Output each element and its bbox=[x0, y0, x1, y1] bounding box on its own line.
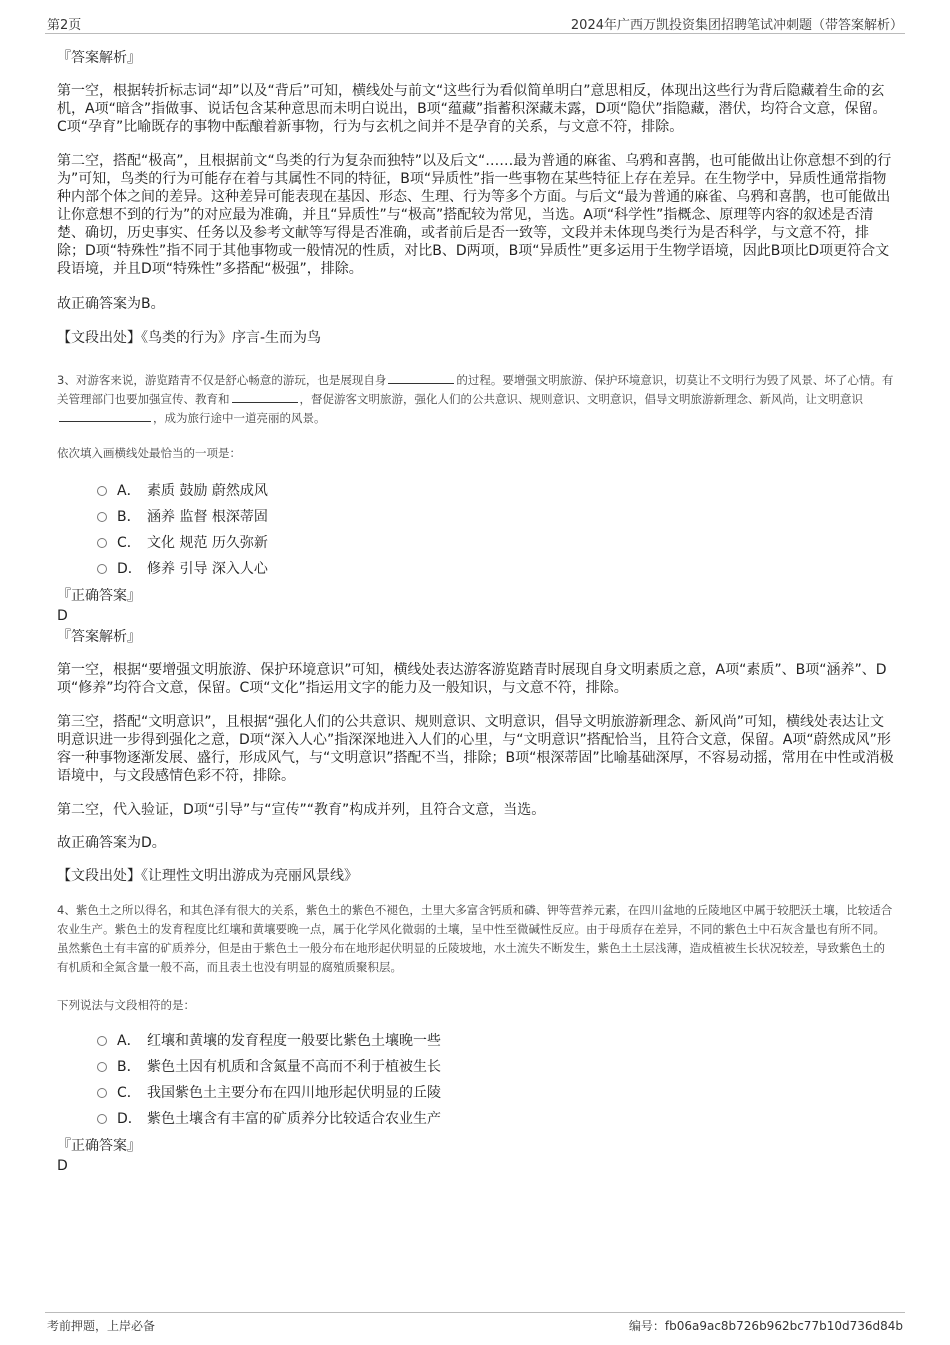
page-header bbox=[45, 14, 905, 34]
radio-icon[interactable] bbox=[97, 538, 107, 548]
q3-option-b[interactable]: B． 涵养 监督 根深蒂固 bbox=[97, 508, 268, 526]
q4-stem: 4、紫色土之所以得名，和其色泽有很大的关系，紫色土的紫色不褪色，土里大多富含钙质和磷、钾等营养元素，在四川盆地的丘陵地区中属于较肥沃土壤，比较适合农业生产。紫色土的发育程度比红壤和黄壤要晚一点，属于化学风化微弱的土壤，呈中性至微碱性反应。由于母质存在差异，不同的紫色土中石灰含量也有所不同。虽然紫色土有丰富的矿质养分，但是由于紫色土一般分布在地形起伏明显的丘陵坡地，水土流失不断发生，紫色土土层浅薄，造成植被生长状况较差，导致紫色土的有机质和全氮含量一般不高，而且表土也没有明显的腐殖质聚积层。 bbox=[57, 903, 893, 974]
q4-option-d[interactable]: D． 紫色土壤含有丰富的矿质养分比较适合农业生产 bbox=[97, 1110, 441, 1128]
page-footer bbox=[45, 1312, 905, 1336]
radio-icon[interactable] bbox=[97, 1114, 107, 1124]
q3-prompt: 依次填入画横线处最恰当的一项是： bbox=[57, 446, 241, 460]
q3-analysis-p1: 第一空，根据“要增强文明旅游、保护环境意识”可知，横线处表达游客游览踏青时展现自身文明素质之意，A项“素质”、B项“涵养”、D项“修养”均符合文意，保留。C项“文化”指运用文字的能力及一般知识，与文意不符，排除。 bbox=[57, 662, 887, 696]
q3-analysis-p2: 第三空，搭配“文明意识”，且根据“强化人们的公共意识、规则意识、文明意识，倡导文明旅游新理念、新风尚”可知，横线处表达让文明意识进一步得到强化之意，D项“深入人心”指深深地进入人们的心里，与“文明意识”搭配恰当，且符合文意，保留。A项“蔚然成风”形容一种事物逐渐发展、盛行，形成风气，与“文明意识”搭配不当，排除；B项“根深蒂固”比喻基础深厚，不容易动摇，常用在中性或消极语境中，与文段感情色彩不符，排除。 bbox=[57, 714, 894, 784]
q3-analysis-label: 『答案解析』 bbox=[57, 629, 141, 645]
q3-stem: 3、对游客来说，游览踏青不仅是舒心畅意的游玩，也是展现自身 的过程。要增强文明旅游、保护环境意识，切莫让不文明行为毁了风景、坏了心情。有关管理部门也要加强宣传、教育和 ，督促游客文明旅游，强化人们的公共意识、规则意识、文明意识，倡导文明旅游新理念、新风尚，让文明意识，成为旅行途中一道亮丽的风景。 bbox=[57, 373, 894, 425]
q3-option-a[interactable]: A． 素质 鼓励 蔚然成风 bbox=[97, 482, 268, 500]
q3-analysis-p4: 故正确答案为D。 bbox=[57, 835, 166, 851]
radio-icon[interactable] bbox=[97, 512, 107, 522]
q2-analysis-label: 『答案解析』 bbox=[57, 50, 141, 66]
q3-analysis-p3: 第二空，代入验证，D项“引导”与“宣传”“教育”构成并列，且符合文意，当选。 bbox=[57, 802, 546, 818]
radio-icon[interactable] bbox=[97, 1062, 107, 1072]
q2-source: 【文段出处】《鸟类的行为》序言-生而为鸟 bbox=[57, 330, 322, 346]
footer-slogan: 考前押题，上岸必备 bbox=[47, 1319, 156, 1333]
document-id: 编号：fb06a9ac8b726b962bc77b10d736d84b bbox=[628, 1319, 903, 1333]
radio-icon[interactable] bbox=[97, 564, 107, 574]
q2-analysis-p1: 第一空，根据转折标志词“却”以及“背后”可知，横线处与前文“这些行为看似简单明白”意思相反，体现出这些行为背后隐藏着生命的玄机，A项“暗含”指做事、说话包含某种意思而未明白说出，B项“蕴藏”指蓄积深藏未露，D项“隐伏”指隐藏，潜伏，均符合文意，保留。C项“孕育”比喻既存的事物中酝酿着新事物，行为与玄机之间并不是孕育的关系，与文意不符，排除。 bbox=[57, 83, 887, 135]
q3-source: 【文段出处】《让理性文明出游成为亮丽风景线》 bbox=[57, 868, 358, 884]
page-number: 第2页 bbox=[47, 18, 82, 33]
q3-answer-label: 『正确答案』 bbox=[57, 588, 141, 604]
radio-icon[interactable] bbox=[97, 1036, 107, 1046]
q2-analysis-p2: 第二空，搭配“极高”，且根据前文“鸟类的行为复杂而独特”以及后文“……最为普通的麻雀、乌鸦和喜鹊，也可能做出让你意想不到的行为”可知，鸟类的行为可能存在着与其属性不同的特征，B项“异质性”指一些事物在某些特征上存在差异。在生物学中，异质性通常指物种内部个体之间的差异。这种差异可能表现在基因、形态、生理、行为等多个方面。与后文“最为普通的麻雀、乌鸦和喜鹊，也可能做出让你意想不到的行为”的对应最为准确，并且“异质性”与“极高”搭配较为常见，当选。A项“科学性”指概念、原理等内容的叙述是否清楚、确切，历史事实、任务以及参考文献等写得是否准确，或者前后是否一致等，文段并未体现鸟类行为是否科学，与文意不符，排除；D项“特殊性”指不同于其他事物或一般情况的性质，对比B、D两项，B项“异质性”更多运用于生物学语境，因此B项比D项更符合文段语境，并且D项“特殊性”多搭配“极强”，排除。 bbox=[57, 153, 892, 277]
q4-answer: D bbox=[57, 1158, 68, 1174]
q3-answer: D bbox=[57, 608, 68, 624]
q4-answer-label: 『正确答案』 bbox=[57, 1138, 141, 1154]
q4-prompt: 下列说法与文段相符的是： bbox=[57, 998, 195, 1012]
q4-option-c[interactable]: C． 我国紫色土主要分布在四川地形起伏明显的丘陵 bbox=[97, 1084, 441, 1102]
document-title: 2024年广西万凯投资集团招聘笔试冲刺题（带答案解析） bbox=[570, 18, 903, 33]
q3-option-d[interactable]: D． 修养 引导 深入人心 bbox=[97, 560, 268, 578]
q4-option-a[interactable]: A． 红壤和黄壤的发育程度一般要比紫色土壤晚一些 bbox=[97, 1032, 441, 1050]
radio-icon[interactable] bbox=[97, 486, 107, 496]
q3-option-c[interactable]: C． 文化 规范 历久弥新 bbox=[97, 534, 268, 552]
q4-option-b[interactable]: B． 紫色土因有机质和含氮量不高而不利于植被生长 bbox=[97, 1058, 441, 1076]
radio-icon[interactable] bbox=[97, 1088, 107, 1098]
q2-analysis-p3: 故正确答案为B。 bbox=[57, 296, 165, 312]
